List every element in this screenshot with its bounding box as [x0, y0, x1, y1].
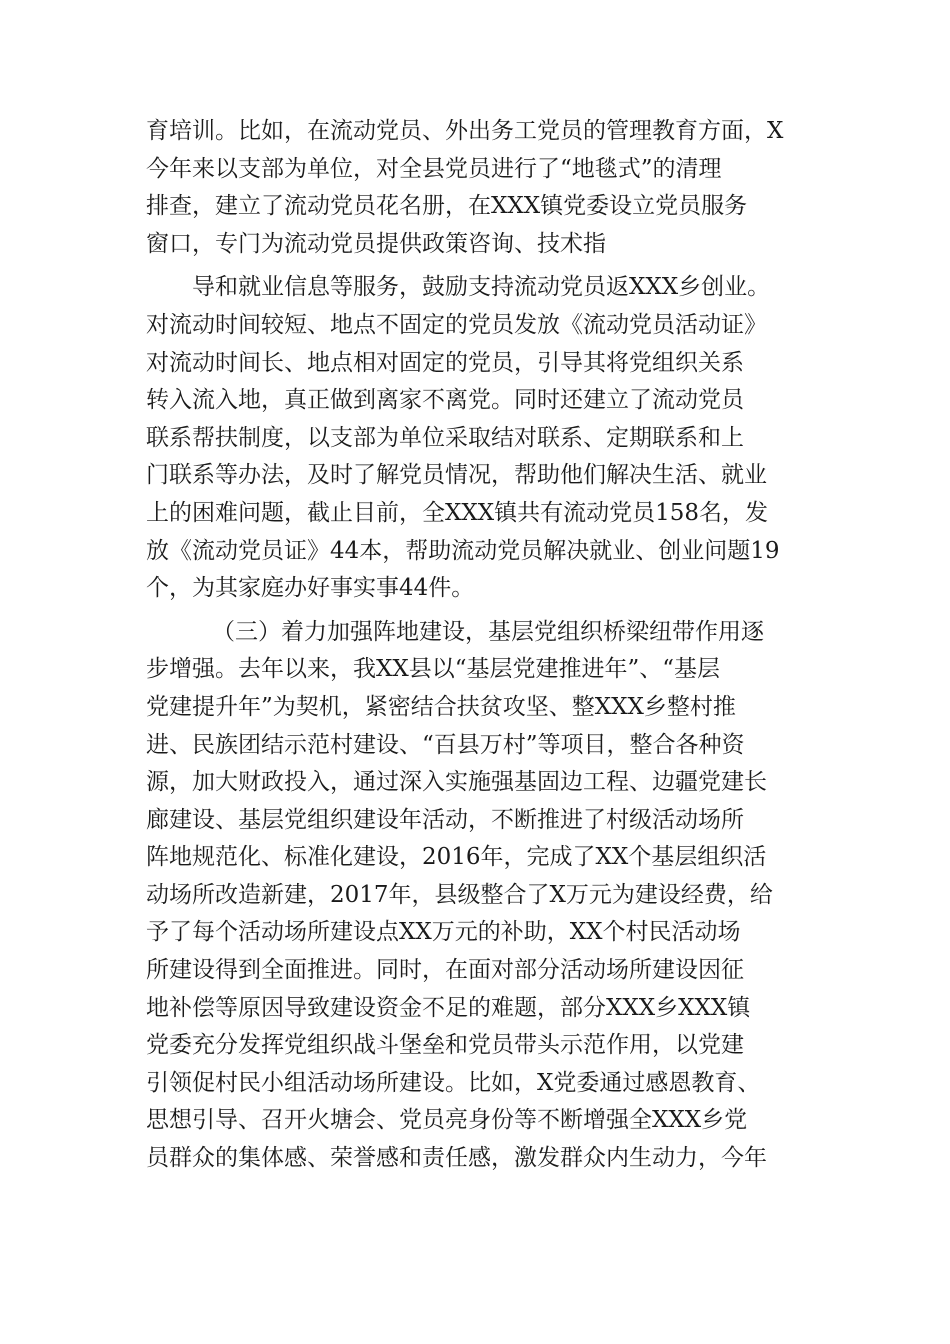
text-line: 思想引导、召开火塘会、党员亮身份等不断增强全XXX乡党: [146, 1107, 748, 1134]
text-line: 廊建设、基层党组织建设年活动，不断推进了村级活动场所: [146, 806, 744, 833]
text-line: 导和就业信息等服务，鼓励支持流动党员返XXX乡创业。: [192, 274, 771, 301]
text-line: 窗口，专门为流动党员提供政策咨询、技术指: [146, 230, 606, 257]
text-line: 党委充分发挥党组织战斗堡垒和党员带头示范作用，以党建: [146, 1032, 744, 1059]
text-line: 对流动时间长、地点相对固定的党员，引导其将党组织关系: [146, 349, 744, 376]
text-line: 转入流入地，真正做到离家不离党。同时还建立了流动党员: [146, 387, 744, 414]
document-body: [146, 113, 818, 1178]
text-line: 所建设得到全面推进。同时，在面对部分活动场所建设因征: [146, 957, 744, 984]
paragraph-1: [146, 113, 818, 263]
text-line: 今年来以支部为单位，对全县党员进行了“地毯式”的清理: [146, 155, 722, 182]
text-line: 动场所改造新建，2017年，县级整合了X万元为建设经费，给: [146, 881, 773, 908]
text-line: 对流动时间较短、地点不固定的党员发放《流动党员活动证》: [146, 311, 767, 338]
text-line: 阵地规范化、标准化建设，2016年，完成了XX个基层组织活: [146, 844, 767, 871]
text-line: 门联系等办法，及时了解党员情况，帮助他们解决生活、就业: [146, 462, 767, 489]
text-line: 放《流动党员证》44本，帮助流动党员解决就业、创业问题19: [146, 537, 780, 564]
text-line: 联系帮扶制度，以支部为单位采取结对联系、定期联系和上: [146, 424, 744, 451]
text-line: 上的困难问题，截止目前，全XXX镇共有流动党员158名，发: [146, 499, 769, 526]
text-line: 予了每个活动场所建设点XX万元的补助，XX个村民活动场: [146, 919, 741, 946]
text-line: 进、民族团结示范村建设、“百县万村”等项目，整合各种资: [146, 731, 745, 758]
text-line: 源，加大财政投入，通过深入实施强基固边工程、边疆党建长: [146, 769, 767, 796]
text-line: 个，为其家庭办好事实事44件。: [146, 575, 475, 602]
text-line: 地补偿等原因导致建设资金不足的难题，部分XXX乡XXX镇: [146, 994, 751, 1021]
text-line: 党建提升年”为契机，紧密结合扶贫攻坚、整XXX乡整村推: [146, 693, 736, 720]
section-heading-line: （三）着力加强阵地建设，基层党组织桥梁纽带作用逐: [212, 618, 764, 645]
text-line: 步增强。去年以来，我XX县以“基层党建推进年”、“基层: [146, 656, 721, 683]
paragraph-2: [146, 269, 818, 607]
text-line: 排查，建立了流动党员花名册，在XXX镇党委设立党员服务: [146, 193, 748, 220]
text-line: 引领促村民小组活动场所建设。比如，X党委通过感恩教育、: [146, 1069, 761, 1096]
text-line: 员群众的集体感、荣誉感和责任感，激发群众内生动力，今年: [146, 1145, 767, 1172]
text-line: 育培训。比如，在流动党员、外出务工党员的管理教育方面，X: [146, 118, 784, 144]
paragraph-3: [146, 614, 818, 1178]
